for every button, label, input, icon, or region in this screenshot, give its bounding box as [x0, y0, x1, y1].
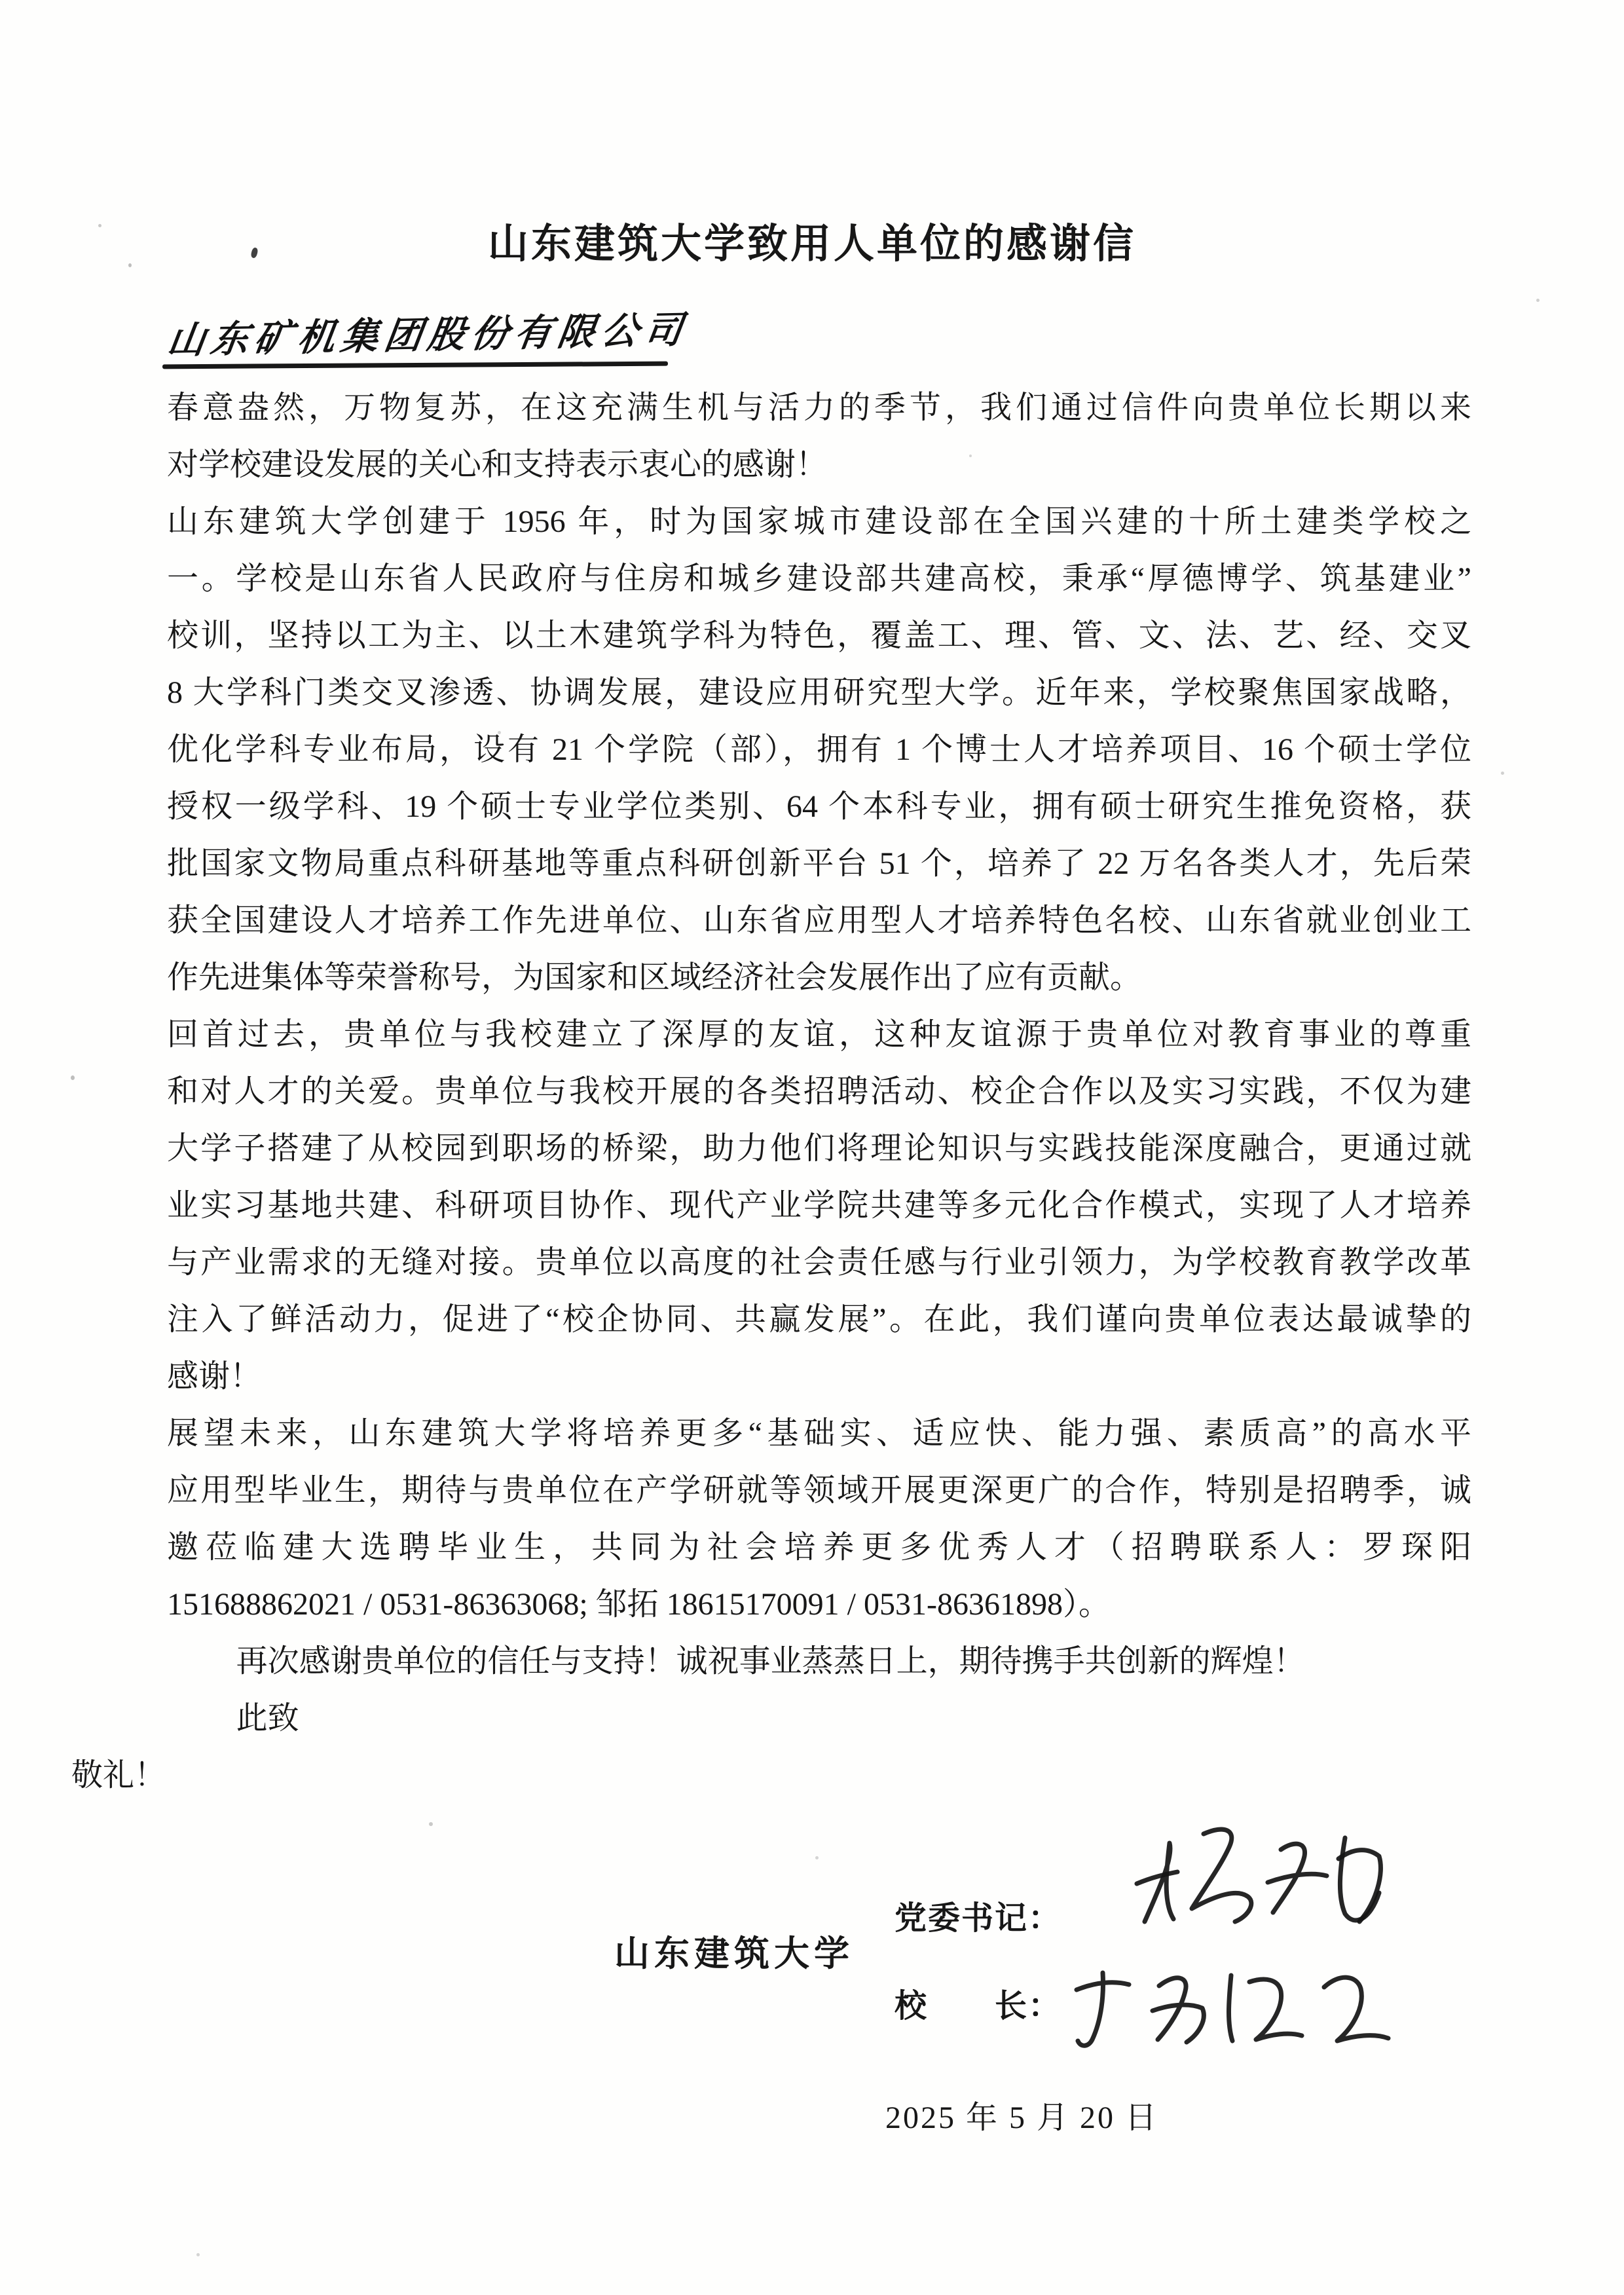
signature-university-name: 山东建筑大学	[614, 1934, 854, 1973]
scan-speck	[98, 224, 101, 227]
text-line: 一。学校是山东省人民政府与住房和城乡建设部共建高校，秉承“厚德博学、筑基建业”	[167, 561, 1471, 596]
text-line: 注入了鲜活动力，促进了“校企协同、共赢发展”。在此，我们谨向贵单位表达最诚挚的	[167, 1302, 1471, 1337]
text-line: 展望未来，山东建筑大学将培养更多“基础实、适应快、能力强、素质高”的高水平	[167, 1416, 1471, 1451]
paragraph-cooperation-review	[167, 1006, 1471, 1405]
text-line: 校训，坚持以工为主、以土木建筑学科为特色，覆盖工、理、管、文、法、艺、经、交叉	[167, 618, 1471, 653]
letter-date: 2025 年 5 月 20 日	[885, 2100, 1159, 2135]
paragraph-greeting	[167, 379, 1471, 493]
text-line: 授权一级学科、19 个硕士专业学位类别、64 个本科专业，拥有硕士研究生推免资格，获	[167, 789, 1471, 824]
text-line: 春意盎然，万物复苏，在这充满生机与活力的季节，我们通过信件向贵单位长期以来	[167, 390, 1471, 425]
text-line: 对学校建设发展的关心和支持表示衷心的感谢！	[167, 447, 828, 482]
scan-speck	[498, 731, 501, 734]
text-line: 感谢！	[167, 1359, 262, 1394]
text-line: 优化学科专业布局，设有 21 个学院（部），拥有 1 个博士人才培养项目、16 个硕士学位	[167, 732, 1471, 767]
scan-speck	[969, 455, 972, 457]
president-label: 校 长：	[895, 1988, 1062, 2024]
party-secretary-signature-handwriting	[1125, 1809, 1393, 1953]
text-line: 和对人才的关爱。贵单位与我校开展的各类招聘活动、校企合作以及实习实践，不仅为建	[167, 1074, 1471, 1109]
scan-speck	[815, 1856, 819, 1859]
recipient-company-handwritten-name: 山东矿机集团股份有限公司	[164, 309, 691, 362]
letter-title: 山东建筑大学致用人单位的感谢信	[487, 222, 1136, 267]
text-line: 获全国建设人才培养工作先进单位、山东省应用型人才培养特色名校、山东省就业创业工	[167, 903, 1471, 938]
paragraph-university-intro	[167, 493, 1471, 1006]
scan-speck	[71, 1075, 75, 1080]
scan-speck	[128, 263, 132, 267]
scan-speck	[1536, 299, 1540, 302]
text-line: 山东建筑大学创建于 1956 年，时为国家城市建设部在全国兴建的十所土建类学校之	[167, 504, 1471, 539]
party-secretary-label: 党委书记：	[895, 1900, 1062, 1936]
president-signature-handwriting	[1060, 1947, 1407, 2061]
scan-speck	[196, 2253, 200, 2256]
text-line: 批国家文物局重点科研基地等重点科研创新平台 51 个，培养了 22 万名各类人才，先后荣	[167, 846, 1471, 881]
paragraph-closing	[167, 1633, 1471, 1747]
letter-body	[71, 379, 1471, 1804]
scan-speck	[429, 1822, 433, 1826]
text-line: 应用型毕业生，期待与贵单位在产学研就等领域开展更深更广的合作，特别是招聘季，诚	[167, 1473, 1471, 1508]
text-line: 邀莅临建大选聘毕业生，共同为社会培养更多优秀人才（招聘联系人：罗琛阳	[167, 1530, 1471, 1565]
text-line: 与产业需求的无缝对接。贵单位以高度的社会责任感与行业引领力，为学校教育教学改革	[167, 1245, 1471, 1280]
text-line: 此致	[236, 1701, 299, 1736]
text-line: 大学子搭建了从校园到职场的桥梁，助力他们将理论知识与实践技能深度融合，更通过就	[167, 1131, 1471, 1166]
salute-line: 敬礼！	[71, 1758, 166, 1793]
text-line: 151688862021 / 0531-86363068; 邹拓 18615170091 / 0531-86361898）。	[167, 1587, 1110, 1622]
text-line: 8 大学科门类交叉渗透、协调发展，建设应用研究型大学。近年来，学校聚焦国家战略，	[167, 675, 1471, 710]
text-line: 回首过去，贵单位与我校建立了深厚的友谊，这种友谊源于贵单位对教育事业的尊重	[167, 1017, 1471, 1052]
recipient-company-block	[164, 305, 758, 362]
paragraph-future-outlook	[167, 1405, 1471, 1633]
scan-speck	[1501, 772, 1504, 775]
text-line: 业实习基地共建、科研项目协作、现代产业学院共建等多元化合作模式，实现了人才培养	[167, 1188, 1471, 1223]
text-line: 再次感谢贵单位的信任与支持！诚祝事业蒸蒸日上，期待携手共创新的辉煌！	[236, 1644, 1305, 1679]
text-line: 作先进集体等荣誉称号，为国家和区域经济社会发展作出了应有贡献。	[167, 960, 1142, 995]
